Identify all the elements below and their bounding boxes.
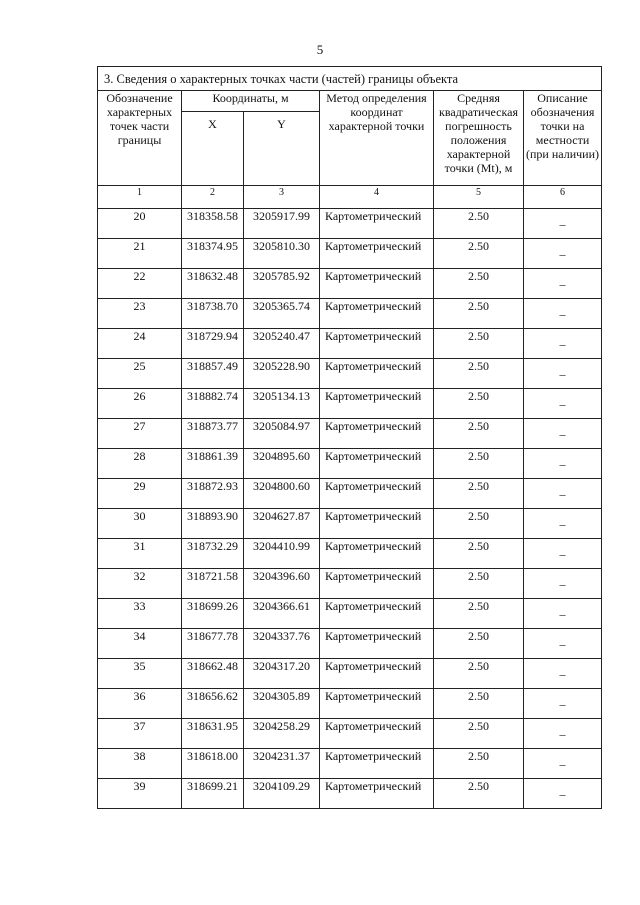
cell-method: Картометрический <box>320 449 434 479</box>
cell-x: 318374.95 <box>182 239 244 269</box>
table-row <box>98 539 602 569</box>
cell-description: – <box>524 269 602 299</box>
cell-description: – <box>524 419 602 449</box>
cell-method: Картометрический <box>320 239 434 269</box>
cell-error: 2.50 <box>434 239 524 269</box>
table-row <box>98 689 602 719</box>
cell-description: – <box>524 599 602 629</box>
cell-description: – <box>524 689 602 719</box>
cell-method: Картометрический <box>320 689 434 719</box>
cell-description: – <box>524 299 602 329</box>
table-row <box>98 749 602 779</box>
cell-description: – <box>524 509 602 539</box>
header-description: Описание обозначения точки на местности (при наличии) <box>524 91 602 186</box>
cell-error: 2.50 <box>434 359 524 389</box>
table-row <box>98 509 602 539</box>
cell-error: 2.50 <box>434 629 524 659</box>
cell-y: 3205084.97 <box>244 419 320 449</box>
cell-error: 2.50 <box>434 329 524 359</box>
column-number: 5 <box>434 186 524 209</box>
cell-method: Картометрический <box>320 299 434 329</box>
cell-x: 318882.74 <box>182 389 244 419</box>
cell-description: – <box>524 569 602 599</box>
table-row <box>98 599 602 629</box>
cell-point: 23 <box>98 299 182 329</box>
cell-y: 3204895.60 <box>244 449 320 479</box>
header-x: X <box>182 112 244 186</box>
cell-x: 318738.70 <box>182 299 244 329</box>
cell-point: 36 <box>98 689 182 719</box>
table-row <box>98 479 602 509</box>
cell-y: 3205365.74 <box>244 299 320 329</box>
cell-error: 2.50 <box>434 689 524 719</box>
cell-y: 3205228.90 <box>244 359 320 389</box>
cell-point: 29 <box>98 479 182 509</box>
cell-method: Картометрический <box>320 479 434 509</box>
cell-point: 20 <box>98 209 182 239</box>
cell-point: 28 <box>98 449 182 479</box>
cell-y: 3204337.76 <box>244 629 320 659</box>
cell-point: 37 <box>98 719 182 749</box>
cell-method: Картометрический <box>320 749 434 779</box>
cell-x: 318893.90 <box>182 509 244 539</box>
cell-point: 35 <box>98 659 182 689</box>
table-row <box>98 659 602 689</box>
cell-point: 38 <box>98 749 182 779</box>
cell-y: 3204305.89 <box>244 689 320 719</box>
table-row <box>98 569 602 599</box>
cell-method: Картометрический <box>320 419 434 449</box>
header-y: Y <box>244 112 320 186</box>
cell-y: 3204258.29 <box>244 719 320 749</box>
column-number: 2 <box>182 186 244 209</box>
cell-error: 2.50 <box>434 659 524 689</box>
cell-y: 3204366.61 <box>244 599 320 629</box>
header-error: Средняя квадратическая погрешность положения характерной точки (Mt), м <box>434 91 524 186</box>
cell-point: 21 <box>98 239 182 269</box>
table-row <box>98 269 602 299</box>
cell-x: 318729.94 <box>182 329 244 359</box>
cell-method: Картометрический <box>320 779 434 809</box>
cell-y: 3204410.99 <box>244 539 320 569</box>
cell-description: – <box>524 209 602 239</box>
cell-method: Картометрический <box>320 629 434 659</box>
cell-method: Картометрический <box>320 509 434 539</box>
column-number: 4 <box>320 186 434 209</box>
cell-description: – <box>524 629 602 659</box>
cell-error: 2.50 <box>434 479 524 509</box>
cell-y: 3204627.87 <box>244 509 320 539</box>
cell-x: 318632.48 <box>182 269 244 299</box>
cell-description: – <box>524 449 602 479</box>
cell-y: 3204231.37 <box>244 749 320 779</box>
cell-y: 3205240.47 <box>244 329 320 359</box>
table-row <box>98 299 602 329</box>
cell-error: 2.50 <box>434 389 524 419</box>
cell-x: 318721.58 <box>182 569 244 599</box>
cell-error: 2.50 <box>434 209 524 239</box>
cell-error: 2.50 <box>434 449 524 479</box>
cell-method: Картометрический <box>320 269 434 299</box>
cell-y: 3205134.13 <box>244 389 320 419</box>
cell-method: Картометрический <box>320 569 434 599</box>
cell-error: 2.50 <box>434 719 524 749</box>
cell-description: – <box>524 389 602 419</box>
cell-y: 3204109.29 <box>244 779 320 809</box>
table-row <box>98 449 602 479</box>
cell-error: 2.50 <box>434 509 524 539</box>
cell-description: – <box>524 539 602 569</box>
cell-point: 25 <box>98 359 182 389</box>
cell-method: Картометрический <box>320 359 434 389</box>
cell-y: 3204317.20 <box>244 659 320 689</box>
cell-error: 2.50 <box>434 269 524 299</box>
cell-point: 30 <box>98 509 182 539</box>
cell-point: 27 <box>98 419 182 449</box>
cell-x: 318732.29 <box>182 539 244 569</box>
boundary-points-table <box>97 66 602 809</box>
cell-error: 2.50 <box>434 599 524 629</box>
cell-point: 31 <box>98 539 182 569</box>
cell-error: 2.50 <box>434 779 524 809</box>
cell-description: – <box>524 239 602 269</box>
cell-x: 318857.49 <box>182 359 244 389</box>
header-method: Метод определения координат характерной точки <box>320 91 434 186</box>
table-row <box>98 629 602 659</box>
table-row <box>98 239 602 269</box>
cell-x: 318872.93 <box>182 479 244 509</box>
column-number: 3 <box>244 186 320 209</box>
table-row <box>98 389 602 419</box>
cell-description: – <box>524 719 602 749</box>
cell-description: – <box>524 779 602 809</box>
cell-method: Картометрический <box>320 539 434 569</box>
cell-point: 32 <box>98 569 182 599</box>
cell-error: 2.50 <box>434 539 524 569</box>
cell-description: – <box>524 659 602 689</box>
cell-error: 2.50 <box>434 299 524 329</box>
cell-point: 22 <box>98 269 182 299</box>
table-row <box>98 359 602 389</box>
cell-method: Картометрический <box>320 599 434 629</box>
table-row <box>98 779 602 809</box>
cell-error: 2.50 <box>434 419 524 449</box>
cell-x: 318699.26 <box>182 599 244 629</box>
column-number: 6 <box>524 186 602 209</box>
cell-x: 318699.21 <box>182 779 244 809</box>
table-row <box>98 419 602 449</box>
cell-x: 318662.48 <box>182 659 244 689</box>
cell-y: 3204800.60 <box>244 479 320 509</box>
cell-description: – <box>524 479 602 509</box>
header-coordinates: Координаты, м <box>182 91 320 112</box>
cell-x: 318618.00 <box>182 749 244 779</box>
cell-x: 318358.58 <box>182 209 244 239</box>
table-row <box>98 329 602 359</box>
cell-error: 2.50 <box>434 749 524 779</box>
cell-method: Картометрический <box>320 659 434 689</box>
cell-y: 3204396.60 <box>244 569 320 599</box>
cell-method: Картометрический <box>320 329 434 359</box>
cell-x: 318861.39 <box>182 449 244 479</box>
cell-point: 34 <box>98 629 182 659</box>
cell-y: 3205785.92 <box>244 269 320 299</box>
cell-description: – <box>524 359 602 389</box>
cell-point: 39 <box>98 779 182 809</box>
page-number: 5 <box>316 42 324 57</box>
cell-description: – <box>524 329 602 359</box>
cell-description: – <box>524 749 602 779</box>
cell-x: 318656.62 <box>182 689 244 719</box>
cell-point: 26 <box>98 389 182 419</box>
section-title: 3. Сведения о характерных точках части (частей) границы объекта <box>98 67 602 91</box>
cell-point: 33 <box>98 599 182 629</box>
table-row <box>98 209 602 239</box>
cell-y: 3205917.99 <box>244 209 320 239</box>
cell-x: 318677.78 <box>182 629 244 659</box>
header-point-designation: Обозначение характерных точек части границы <box>98 91 182 186</box>
cell-x: 318631.95 <box>182 719 244 749</box>
table-row <box>98 719 602 749</box>
cell-method: Картометрический <box>320 209 434 239</box>
cell-y: 3205810.30 <box>244 239 320 269</box>
column-number: 1 <box>98 186 182 209</box>
cell-error: 2.50 <box>434 569 524 599</box>
cell-method: Картометрический <box>320 719 434 749</box>
cell-method: Картометрический <box>320 389 434 419</box>
cell-x: 318873.77 <box>182 419 244 449</box>
cell-point: 24 <box>98 329 182 359</box>
